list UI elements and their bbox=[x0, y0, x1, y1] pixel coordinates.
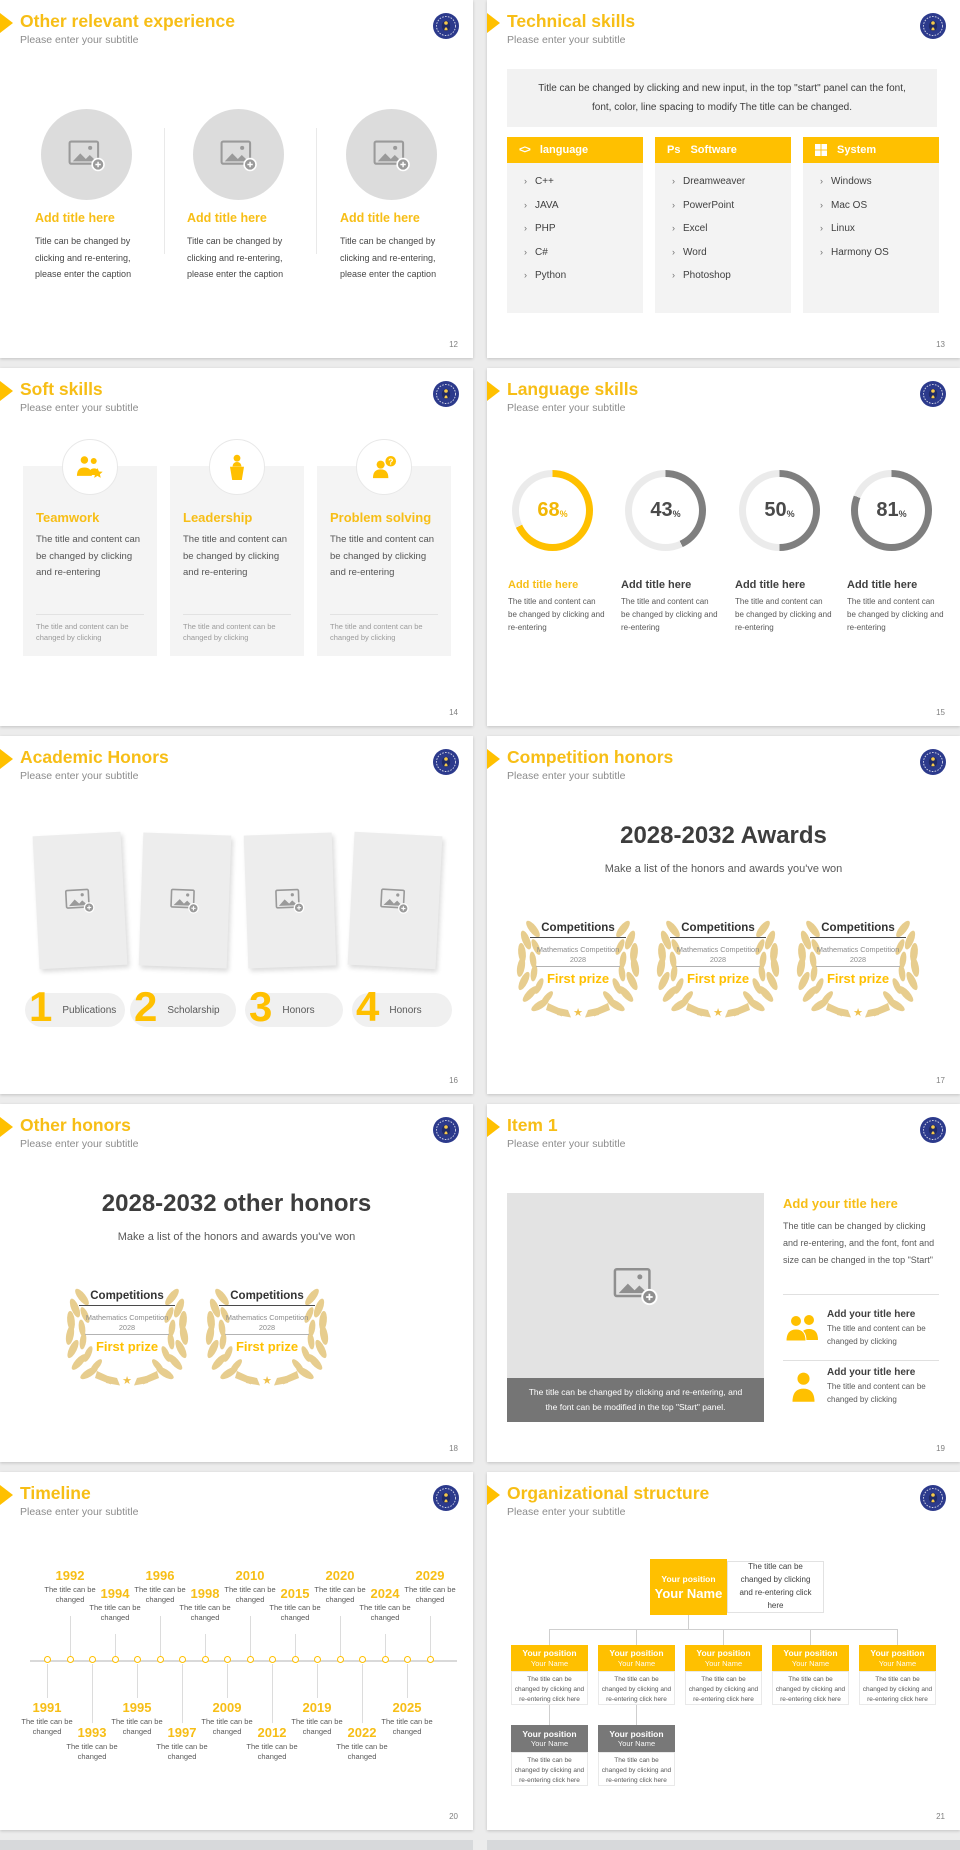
org-gray-node: Your position Your Name bbox=[511, 1725, 588, 1752]
skill-column-software bbox=[655, 137, 791, 313]
next-slide-edge bbox=[487, 1840, 960, 1850]
org-node-note: The title can be changed by clicking and re-entering click here bbox=[685, 1671, 762, 1705]
card-icon-circle bbox=[209, 439, 265, 495]
timeline-dot bbox=[337, 1656, 344, 1663]
school-badge-icon bbox=[433, 1117, 459, 1143]
title-arrow-icon bbox=[0, 381, 13, 401]
list-item: › Linux bbox=[820, 223, 939, 234]
ring-caption: Add title here The title and content can be changed by clicking and re-entering bbox=[621, 579, 718, 632]
list-item: › Mac OS bbox=[820, 200, 939, 211]
soft-skill-card-leadership bbox=[170, 466, 304, 656]
connector-line bbox=[549, 1629, 550, 1645]
honor-badge-3 bbox=[245, 982, 343, 1030]
timeline-dot bbox=[67, 1656, 74, 1663]
award-wreath: Competitions Mathematics Competition 2028 First prize bbox=[656, 918, 780, 1018]
list-item: › C++ bbox=[524, 176, 643, 187]
page-number: 16 bbox=[449, 1076, 458, 1085]
org-gray-node: Your position Your Name bbox=[598, 1725, 675, 1752]
card-note: The title and content can be changed by clicking bbox=[183, 614, 291, 644]
slide-title: Language skills bbox=[507, 379, 639, 399]
school-badge-icon bbox=[920, 13, 946, 39]
school-badge-icon bbox=[920, 749, 946, 775]
school-badge-icon bbox=[433, 13, 459, 39]
school-badge-icon bbox=[920, 1485, 946, 1511]
list-item: › Python bbox=[524, 270, 643, 281]
slide-15-language-skills[interactable] bbox=[487, 368, 960, 726]
list-item: › PowerPoint bbox=[672, 200, 791, 211]
column-header-label: System bbox=[837, 144, 877, 156]
ring-value: 50 % bbox=[746, 477, 813, 544]
skill-column-language bbox=[507, 137, 643, 313]
timeline-dot bbox=[44, 1656, 51, 1663]
org-child-node: Your position Your Name bbox=[511, 1645, 588, 1671]
slide-title: Other relevant experience bbox=[20, 11, 235, 31]
item-body: Title can be changed by clicking and re-entering, please enter the caption bbox=[35, 236, 132, 280]
title-arrow-icon bbox=[487, 13, 500, 33]
awards-heading: 2028-2032 Awards bbox=[620, 822, 827, 849]
org-node-note: The title can be changed by clicking and re-entering click here bbox=[598, 1671, 675, 1705]
badge-label: Honors bbox=[389, 1004, 422, 1016]
problem-solving-icon bbox=[371, 455, 398, 480]
timeline-dot bbox=[314, 1656, 321, 1663]
slide-19-item-1[interactable] bbox=[487, 1104, 960, 1462]
title-arrow-icon bbox=[487, 749, 500, 769]
page-number: 13 bbox=[936, 340, 945, 349]
awards-subheading: Make a list of the honors and awards you've won bbox=[117, 1231, 356, 1243]
slide-title: Item 1 bbox=[507, 1115, 558, 1135]
person-icon bbox=[790, 1371, 817, 1404]
list-item: › Photoshop bbox=[672, 270, 791, 281]
add-image-icon bbox=[170, 886, 201, 914]
card-note: The title and content can be changed by clicking bbox=[330, 614, 438, 644]
badge-label: Publications bbox=[62, 1004, 117, 1016]
bullet-point: Add your title here The title and content can be changed by clicking bbox=[783, 1309, 941, 1349]
image-placeholder-card[interactable] bbox=[244, 833, 337, 969]
skill-column-system bbox=[803, 137, 939, 313]
image-placeholder-card[interactable] bbox=[33, 832, 128, 969]
connector-line bbox=[810, 1629, 811, 1645]
school-badge-icon bbox=[433, 749, 459, 775]
slide-subtitle: Please enter your subtitle bbox=[507, 1506, 626, 1518]
timeline-dot bbox=[269, 1656, 276, 1663]
org-root-note: The title can be changed by clicking and re-entering click here bbox=[727, 1561, 824, 1613]
page-number: 12 bbox=[449, 340, 458, 349]
slide-subtitle: Please enter your subtitle bbox=[20, 34, 139, 46]
list-item: › Harmony OS bbox=[820, 247, 939, 258]
school-badge-icon bbox=[433, 381, 459, 407]
timeline-dot bbox=[427, 1656, 434, 1663]
slide-17-competition-honors[interactable] bbox=[487, 736, 960, 1094]
skill-list bbox=[655, 163, 791, 313]
org-child-node: Your position Your Name bbox=[859, 1645, 936, 1671]
connector-line bbox=[636, 1705, 637, 1725]
org-node-note: The title can be changed by clicking and re-entering click here bbox=[511, 1671, 588, 1705]
skill-list bbox=[507, 163, 643, 313]
progress-ring-43 bbox=[625, 470, 706, 551]
slide-14-soft-skills[interactable] bbox=[0, 368, 473, 726]
org-root-node: Your position Your Name bbox=[650, 1559, 727, 1615]
item-title: Add title here bbox=[35, 211, 115, 225]
page-number: 19 bbox=[936, 1444, 945, 1453]
column-header-label: language bbox=[539, 144, 589, 156]
bullet-point: Add your title here The title and content can be changed by clicking bbox=[783, 1367, 941, 1407]
title-arrow-icon bbox=[487, 1485, 500, 1505]
slide-title: Technical skills bbox=[507, 11, 636, 31]
timeline-dot bbox=[292, 1656, 299, 1663]
timeline-dot bbox=[359, 1656, 366, 1663]
org-child-node: Your position Your Name bbox=[772, 1645, 849, 1671]
school-badge-icon bbox=[920, 381, 946, 407]
list-item: › Word bbox=[672, 247, 791, 258]
timeline-dot bbox=[404, 1656, 411, 1663]
image-caption-bar: The title can be changed by clicking and re-entering, and the font can be modified in the top "Start" panel. bbox=[507, 1378, 764, 1422]
slide-16-academic-honors[interactable] bbox=[0, 736, 473, 1094]
code-icon: <> bbox=[519, 144, 530, 156]
list-item: › C# bbox=[524, 247, 643, 258]
add-image-icon bbox=[64, 886, 95, 915]
slide-title: Competition honors bbox=[507, 747, 674, 767]
divider bbox=[783, 1294, 939, 1295]
card-icon-circle bbox=[356, 439, 412, 495]
slide-20-timeline[interactable]: Timeline Please enter your subtitle 1991 The title can be changed 1992 The title can be changed 1993 The title can be changed 1994 The title can be changed 1995 The title can be changed 1996 The title can be changed 1997 The title can be changed 1998 The title can be changed 2009 The title can be changed 2010 The title can be changed 2012 The title can be changed 2015 The title can be changed 2019 The title can be changed 2020 The title can be changed 2022 The title can be changed 2024 The title can be changed 2025 The title can be changed 2029 The title can be changed 20 bbox=[0, 1472, 473, 1830]
ring-value: 68 % bbox=[519, 477, 586, 544]
progress-ring-50 bbox=[739, 470, 820, 551]
column-header-label: Software bbox=[690, 144, 737, 156]
timeline-dot bbox=[247, 1656, 254, 1663]
badge-label: Scholarship bbox=[167, 1004, 220, 1016]
progress-ring-81 bbox=[851, 470, 932, 551]
card-title: Teamwork bbox=[36, 510, 100, 525]
title-arrow-icon bbox=[487, 381, 500, 401]
slide-subtitle: Please enter your subtitle bbox=[20, 1138, 139, 1150]
school-badge-icon bbox=[920, 1117, 946, 1143]
org-node-note: The title can be changed by clicking and re-entering click here bbox=[511, 1752, 588, 1786]
image-placeholder[interactable] bbox=[41, 109, 132, 200]
timeline-dot bbox=[202, 1656, 209, 1663]
page-number: 21 bbox=[936, 1812, 945, 1821]
intro-text: Title can be changed by clicking and new input, in the top "start" panel can the font, font, color, line spacing to modify The title can be changed. bbox=[507, 69, 937, 127]
slide-title: Soft skills bbox=[20, 379, 103, 399]
award-wreath: Competitions Mathematics Competition 2028 First prize bbox=[65, 1286, 189, 1386]
divider bbox=[783, 1360, 939, 1361]
connector-line bbox=[897, 1629, 898, 1645]
slide-subtitle: Please enter your subtitle bbox=[20, 1506, 139, 1518]
timeline-dot bbox=[224, 1656, 231, 1663]
honor-badge-4 bbox=[352, 982, 452, 1030]
image-placeholder[interactable] bbox=[507, 1193, 764, 1378]
timeline-dot bbox=[179, 1656, 186, 1663]
item-title: Add title here bbox=[187, 211, 267, 225]
people-icon bbox=[785, 1313, 821, 1343]
divider bbox=[164, 128, 165, 254]
org-node-note: The title can be changed by clicking and re-entering click here bbox=[598, 1752, 675, 1786]
page-number: 15 bbox=[936, 708, 945, 717]
ring-caption: Add title here The title and content can be changed by clicking and re-entering bbox=[735, 579, 832, 632]
connector-line bbox=[688, 1615, 689, 1629]
honor-badge-2 bbox=[130, 982, 236, 1030]
org-child-node: Your position Your Name bbox=[598, 1645, 675, 1671]
add-image-icon bbox=[613, 1265, 659, 1306]
item-title: Add title here bbox=[340, 211, 420, 225]
page-number: 20 bbox=[449, 1812, 458, 1821]
column-header bbox=[803, 137, 939, 163]
badge-number: 4 bbox=[356, 982, 380, 1030]
connector-line bbox=[723, 1629, 724, 1645]
card-body: The title and content can be changed by clicking and re-entering bbox=[330, 534, 435, 579]
org-node-note: The title can be changed by clicking and re-entering click here bbox=[859, 1671, 936, 1705]
page-number: 18 bbox=[449, 1444, 458, 1453]
school-badge-icon bbox=[433, 1485, 459, 1511]
timeline-dot bbox=[134, 1656, 141, 1663]
slide-subtitle: Please enter your subtitle bbox=[20, 402, 139, 414]
card-title: Problem solving bbox=[330, 510, 432, 525]
ring-caption: Add title here The title and content can be changed by clicking and re-entering bbox=[508, 579, 605, 632]
slide-subtitle: Please enter your subtitle bbox=[20, 770, 139, 782]
badge-number: 2 bbox=[134, 982, 158, 1030]
slide-12-other-relevant-experience[interactable] bbox=[0, 0, 473, 358]
card-title: Leadership bbox=[183, 510, 253, 525]
slide-title: Academic Honors bbox=[20, 747, 169, 767]
award-wreath: Competitions Mathematics Competition 2028 First prize bbox=[516, 918, 640, 1018]
slide-13-technical-skills[interactable] bbox=[487, 0, 960, 358]
skill-list bbox=[803, 163, 939, 313]
section-paragraph: The title can be changed by clicking and re-entering, and the font, font and size can be changed in the top "Start" bbox=[783, 1221, 935, 1266]
ring-value: 43 % bbox=[632, 477, 699, 544]
soft-skill-card-teamwork bbox=[23, 466, 157, 656]
badge-label: Honors bbox=[282, 1004, 315, 1016]
add-image-icon bbox=[275, 886, 306, 914]
section-title: Add your title here bbox=[783, 1196, 898, 1211]
image-placeholder-card[interactable] bbox=[348, 832, 443, 969]
title-arrow-icon bbox=[0, 1485, 13, 1505]
title-arrow-icon bbox=[0, 749, 13, 769]
item-body: Title can be changed by clicking and re-entering, please enter the caption bbox=[187, 236, 284, 280]
timeline-dot bbox=[89, 1656, 96, 1663]
slide-subtitle: Please enter your subtitle bbox=[507, 1138, 626, 1150]
list-item: › Excel bbox=[672, 223, 791, 234]
soft-skill-card-problem-solving bbox=[317, 466, 451, 656]
awards-heading: 2028-2032 other honors bbox=[101, 1190, 372, 1217]
list-item: › JAVA bbox=[524, 200, 643, 211]
slide-21-organizational-structure[interactable] bbox=[487, 1472, 960, 1830]
slide-18-other-honors[interactable] bbox=[0, 1104, 473, 1462]
photoshop-icon: Ps bbox=[667, 144, 681, 156]
list-item: › Dreamweaver bbox=[672, 176, 791, 187]
add-image-icon bbox=[379, 886, 410, 915]
teamwork-icon bbox=[76, 455, 104, 480]
image-placeholder[interactable] bbox=[193, 109, 284, 200]
title-arrow-icon bbox=[487, 1117, 500, 1137]
next-slide-edge bbox=[0, 1840, 473, 1850]
slide-subtitle: Please enter your subtitle bbox=[507, 770, 626, 782]
progress-ring-68 bbox=[512, 470, 593, 551]
image-placeholder-card[interactable] bbox=[139, 833, 232, 969]
slide-subtitle: Please enter your subtitle bbox=[507, 402, 626, 414]
windows-icon bbox=[815, 144, 827, 156]
connector-line bbox=[636, 1629, 637, 1645]
award-wreath: Competitions Mathematics Competition 2028 First prize bbox=[205, 1286, 329, 1386]
ring-caption: Add title here The title and content can be changed by clicking and re-entering bbox=[847, 579, 944, 632]
divider bbox=[316, 128, 317, 254]
page-number: 17 bbox=[936, 1076, 945, 1085]
award-wreath: Competitions Mathematics Competition 2028 First prize bbox=[796, 918, 920, 1018]
page-number: 14 bbox=[449, 708, 458, 717]
card-body: The title and content can be changed by clicking and re-entering bbox=[36, 534, 141, 579]
column-header bbox=[507, 137, 643, 163]
slide-title: Organizational structure bbox=[507, 1483, 710, 1503]
card-note: The title and content can be changed by clicking bbox=[36, 614, 144, 644]
add-image-icon bbox=[373, 138, 411, 172]
timeline-dot bbox=[157, 1656, 164, 1663]
column-header bbox=[655, 137, 791, 163]
list-item: › PHP bbox=[524, 223, 643, 234]
card-icon-circle bbox=[62, 439, 118, 495]
add-image-icon bbox=[68, 138, 106, 172]
timeline-dot bbox=[112, 1656, 119, 1663]
badge-number: 3 bbox=[249, 982, 273, 1030]
card-body: The title and content can be changed by clicking and re-entering bbox=[183, 534, 288, 579]
title-arrow-icon bbox=[0, 13, 13, 33]
leadership-icon bbox=[225, 454, 249, 480]
org-node-note: The title can be changed by clicking and re-entering click here bbox=[772, 1671, 849, 1705]
slide-subtitle: Please enter your subtitle bbox=[507, 34, 626, 46]
item-body: Title can be changed by clicking and re-entering, please enter the caption bbox=[340, 236, 437, 280]
ring-value: 81 % bbox=[858, 477, 925, 544]
list-item: › Windows bbox=[820, 176, 939, 187]
slide-title: Timeline bbox=[20, 1483, 91, 1503]
timeline-dot bbox=[382, 1656, 389, 1663]
image-placeholder[interactable] bbox=[346, 109, 437, 200]
slide-title: Other honors bbox=[20, 1115, 131, 1135]
badge-number: 1 bbox=[29, 982, 53, 1030]
awards-subheading: Make a list of the honors and awards you've won bbox=[604, 863, 843, 875]
add-image-icon bbox=[220, 138, 258, 172]
connector-line bbox=[549, 1705, 550, 1725]
org-child-node: Your position Your Name bbox=[685, 1645, 762, 1671]
title-arrow-icon bbox=[0, 1117, 13, 1137]
honor-badge-1 bbox=[25, 982, 125, 1030]
